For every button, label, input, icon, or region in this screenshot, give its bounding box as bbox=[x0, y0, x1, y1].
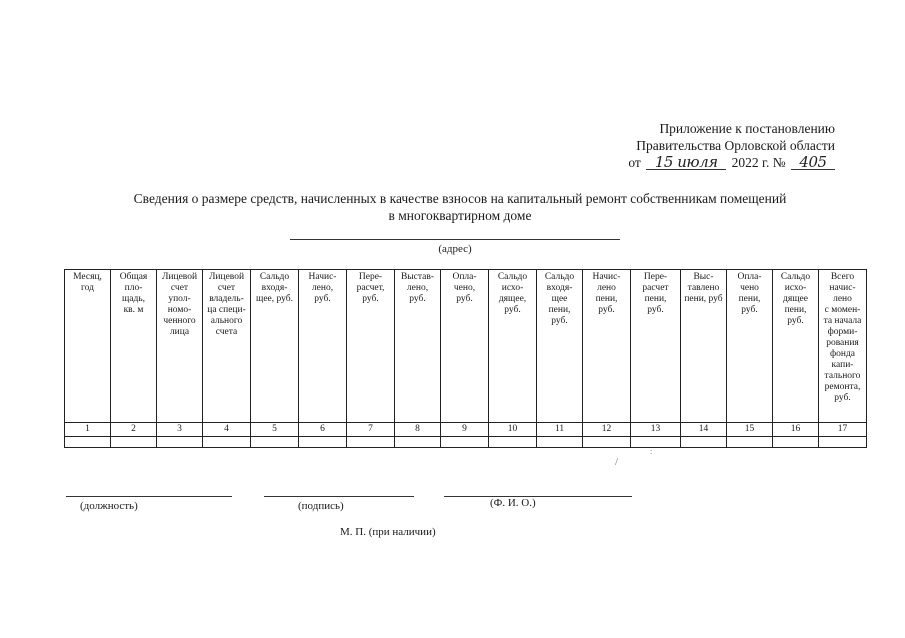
empty-cell bbox=[819, 437, 867, 448]
column-number: 11 bbox=[537, 423, 583, 437]
column-number: 10 bbox=[489, 423, 537, 437]
column-number: 12 bbox=[583, 423, 631, 437]
empty-cell bbox=[65, 437, 111, 448]
column-header: Сальдо входя- щее, руб. bbox=[251, 270, 299, 423]
column-header: Начис- лено пени, руб. bbox=[583, 270, 631, 423]
column-header: Сальдо входя- щее пени, руб. bbox=[537, 270, 583, 423]
handwritten-number: 405 bbox=[791, 155, 835, 170]
appendix-line-1: Приложение к постановлению bbox=[659, 121, 835, 136]
column-header: Выстав- лено, руб. bbox=[395, 270, 441, 423]
date-year: 2022 г. № bbox=[731, 155, 786, 170]
name-label: (Ф. И. О.) bbox=[490, 497, 536, 509]
empty-cell bbox=[395, 437, 441, 448]
column-number: 6 bbox=[299, 423, 347, 437]
column-number: 17 bbox=[819, 423, 867, 437]
document-title bbox=[80, 190, 840, 224]
column-header: Начис- лено, руб. bbox=[299, 270, 347, 423]
column-number: 15 bbox=[727, 423, 773, 437]
column-number: 14 bbox=[681, 423, 727, 437]
empty-cell bbox=[347, 437, 395, 448]
column-header: Месяц, год bbox=[65, 270, 111, 423]
appendix-header bbox=[628, 120, 835, 171]
column-number: 2 bbox=[111, 423, 157, 437]
empty-cell bbox=[537, 437, 583, 448]
table-header-row bbox=[65, 270, 867, 423]
empty-cell bbox=[203, 437, 251, 448]
contributions-table bbox=[64, 269, 867, 448]
appendix-date-line bbox=[628, 154, 835, 171]
column-number: 4 bbox=[203, 423, 251, 437]
empty-cell bbox=[681, 437, 727, 448]
column-header: Лицевой счет владель- ца специ- ального счета bbox=[203, 270, 251, 423]
column-header: Пере- расчет пени, руб. bbox=[631, 270, 681, 423]
column-header: Общая пло- щадь, кв. м bbox=[111, 270, 157, 423]
column-header: Сальдо исхо- дящее пени, руб. bbox=[773, 270, 819, 423]
column-number: 16 bbox=[773, 423, 819, 437]
empty-cell bbox=[489, 437, 537, 448]
empty-cell bbox=[727, 437, 773, 448]
column-header: Всего начис- лено с момен- та начала форми- рования фонда капи- тального ремонта, руб. bbox=[819, 270, 867, 423]
signature-label: (подпись) bbox=[298, 500, 344, 512]
column-number-row bbox=[65, 423, 867, 437]
scan-mark: / bbox=[615, 456, 619, 468]
name-blank-line bbox=[444, 496, 632, 497]
empty-cell bbox=[773, 437, 819, 448]
scan-mark: : bbox=[650, 447, 653, 456]
column-number: 5 bbox=[251, 423, 299, 437]
empty-cell bbox=[111, 437, 157, 448]
column-header: Лицевой счет упол- номо- ченного лица bbox=[157, 270, 203, 423]
column-header: Выс- тавлено пени, руб bbox=[681, 270, 727, 423]
empty-cell bbox=[441, 437, 489, 448]
empty-data-row bbox=[65, 437, 867, 448]
position-label: (должность) bbox=[80, 500, 138, 512]
stamp-label: М. П. (при наличии) bbox=[340, 526, 436, 538]
column-number: 8 bbox=[395, 423, 441, 437]
address-label: (адрес) bbox=[438, 243, 472, 255]
date-prefix: от bbox=[628, 155, 641, 170]
column-header: Опла- чено, руб. bbox=[441, 270, 489, 423]
handwritten-date: 15 июля bbox=[646, 155, 726, 170]
address-blank-line bbox=[290, 239, 620, 240]
empty-cell bbox=[251, 437, 299, 448]
position-blank-line bbox=[66, 496, 232, 497]
signature-blank-line bbox=[264, 496, 414, 497]
title-line-2: в многоквартирном доме bbox=[388, 208, 532, 223]
appendix-line-2: Правительства Орловской области bbox=[636, 138, 835, 153]
column-header: Опла- чено пени, руб. bbox=[727, 270, 773, 423]
column-number: 9 bbox=[441, 423, 489, 437]
column-header: Сальдо исхо- дящее, руб. bbox=[489, 270, 537, 423]
title-line-1: Сведения о размере средств, начисленных в качестве взносов на капитальный ремонт собственникам помещений bbox=[133, 191, 787, 206]
column-number: 3 bbox=[157, 423, 203, 437]
column-number: 1 bbox=[65, 423, 111, 437]
column-number: 7 bbox=[347, 423, 395, 437]
empty-cell bbox=[157, 437, 203, 448]
column-number: 13 bbox=[631, 423, 681, 437]
empty-cell bbox=[583, 437, 631, 448]
empty-cell bbox=[631, 437, 681, 448]
empty-cell bbox=[299, 437, 347, 448]
column-header: Пере- расчет, руб. bbox=[347, 270, 395, 423]
